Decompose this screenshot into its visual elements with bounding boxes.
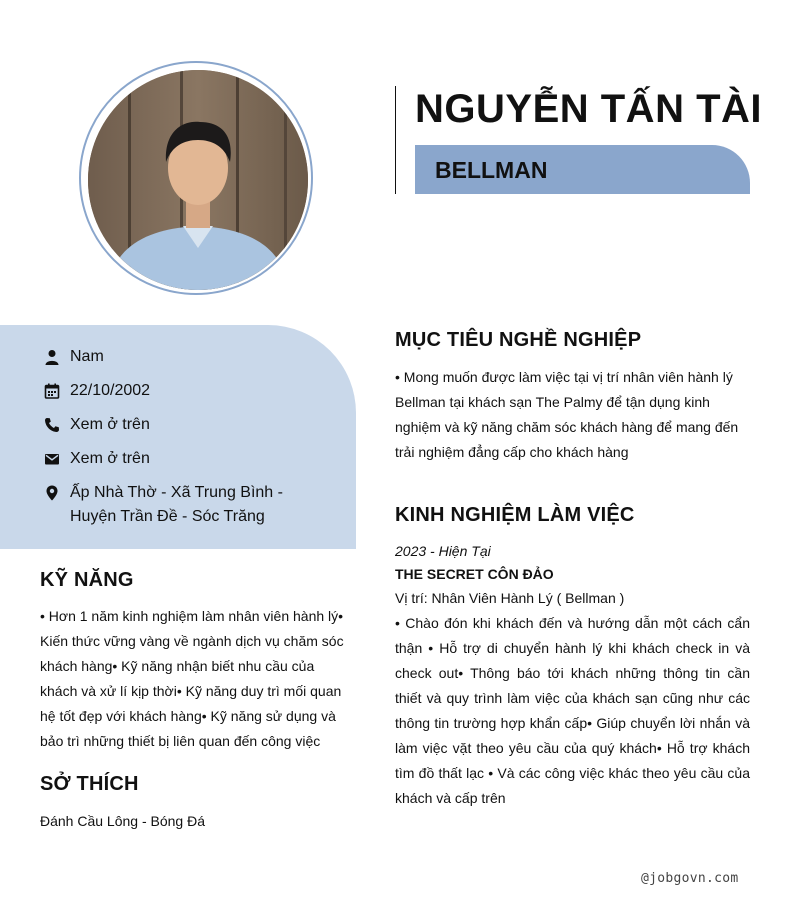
contact-gender bbox=[44, 348, 104, 369]
experience-company: THE SECRET CÔN ĐẢO bbox=[395, 566, 554, 582]
birthday-text: 22/10/2002 bbox=[70, 382, 151, 399]
watermark: @jobgovn.com bbox=[641, 871, 739, 886]
avatar bbox=[88, 70, 308, 290]
skills-title: KỸ NĂNG bbox=[40, 569, 134, 591]
experience-date: 2023 - Hiện Tại bbox=[395, 543, 491, 559]
phone-text: Xem ở trên bbox=[70, 416, 150, 433]
contact-address bbox=[44, 484, 283, 529]
objective-title: MỤC TIÊU NGHỀ NGHIỆP bbox=[395, 329, 642, 351]
contact-birthday bbox=[44, 382, 150, 403]
address-text bbox=[70, 481, 283, 529]
experience-title: KINH NGHIỆM LÀM VIỆC bbox=[395, 504, 635, 526]
experience-role: Vị trí: Nhân Viên Hành Lý ( Bellman ) bbox=[395, 590, 625, 606]
portrait-photo bbox=[88, 70, 308, 290]
phone-icon bbox=[44, 417, 60, 433]
name-divider bbox=[395, 86, 396, 194]
location-pin-icon bbox=[44, 485, 60, 501]
skills-text: • Hơn 1 năm kinh nghiệm làm nhân viên hành lý• Kiến thức vững vàng về ngành dịch vụ chăm sóc khách hàng• Kỹ năng nhận biết nhu cầu của khách và xử lí kịp thời• Kỹ năng duy trì mối quan hệ tốt đẹp với khách hàng• Kỹ năng sử dụng và bảo trì những thiết bị liên quan đến công việc bbox=[40, 608, 344, 749]
experience-description: • Chào đón khi khách đến và hướng dẫn một cách cẩn thận • Hỗ trợ di chuyển hành lý khi khách check in và check out• Thông báo tới khách những thông tin cần thiết và quy trình làm việc của khách sạn cũng như các thông tin trường hợp khẩn cấp• Giúp chuyển lời nhắn và làm việc vặt theo yêu cầu của quý khách• Hỗ trợ khách tìm đồ thất lạc • Và các công việc khác theo yêu cầu của khách và cấp trên bbox=[395, 615, 750, 806]
job-title: BELLMAN bbox=[435, 157, 548, 183]
contact-email bbox=[44, 450, 150, 471]
person-icon bbox=[44, 349, 60, 365]
gender-text: Nam bbox=[70, 348, 104, 365]
job-title-band bbox=[415, 145, 750, 194]
hobbies-title: SỞ THÍCH bbox=[40, 773, 139, 795]
objective-text: • Mong muốn được làm việc tại vị trí nhân viên hành lý Bellman tại khách sạn The Palmy để tận dụng kinh nghiệm và kỹ năng chăm sóc khách hàng để mang đến trải nghiệm đẳng cấp cho khách hàng bbox=[395, 369, 739, 460]
calendar-icon bbox=[44, 383, 60, 399]
envelope-icon bbox=[44, 451, 60, 467]
address-line1: Ấp Nhà Thờ - Xã Trung Bình - bbox=[70, 484, 283, 501]
email-text: Xem ở trên bbox=[70, 450, 150, 467]
address-line2: Huyện Trần Đề - Sóc Trăng bbox=[70, 508, 265, 525]
full-name: NGUYỄN TẤN TÀI bbox=[415, 87, 762, 131]
contact-phone bbox=[44, 416, 150, 437]
hobbies-text: Đánh Cầu Lông - Bóng Đá bbox=[40, 813, 205, 829]
